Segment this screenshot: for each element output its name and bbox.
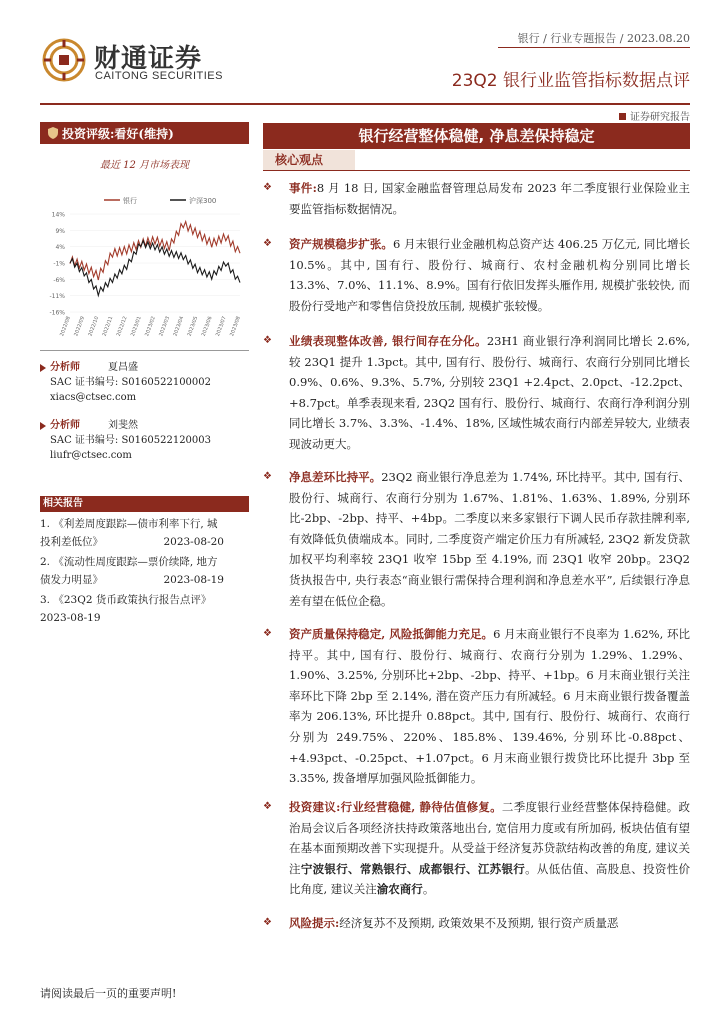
paragraph-body-cont: 。从低估值、高股息、投资性价比角度, 建议关注 bbox=[289, 861, 691, 897]
x-tick-label: 2023/07 bbox=[214, 315, 228, 338]
analyst-email[interactable]: liufr@ctsec.com bbox=[50, 450, 132, 461]
related-report-date: 2023-08-19 bbox=[40, 612, 101, 624]
y-tick-label: 4% bbox=[55, 244, 65, 252]
square-icon bbox=[619, 113, 626, 120]
legend-label-hs300: 沪深300 bbox=[189, 197, 217, 205]
paragraph-body: 6 月末银行业金融机构总资产达 406.25 万亿元, 同比增长 10.5%。其中, 国有行、股份行、城商行、农村金融机构分别同比增长 13.3%、7.0%、11.1%、8.9%。国有行依旧发挥头雁作用, 规模扩张较快, 而股份行受地产和零售信贷投放压制, 规模扩张较慢。 bbox=[289, 237, 690, 313]
footer-disclaimer-note: 请阅读最后一页的重要声明! bbox=[40, 987, 177, 1000]
y-tick-label: -1% bbox=[53, 260, 65, 268]
y-axis bbox=[49, 212, 65, 317]
paragraph-lead: 风险提示: bbox=[289, 916, 340, 930]
paragraph-body: 23Q2 商业银行净息差为 1.74%, 环比持平。其中, 国有行、股份行、城商行、农商行分别为 1.67%、1.81%、1.63%、1.89%, 分别环比-2bp、-2bp、持平、+4bp。二季度以来多家银行下调人民币存款挂牌利率, 有效降低负债端成本。同时, 二季度资产端定价压力有所减轻, 23Q2 新发贷款加权平均利率较 23Q1 收窄 15bp 至 4.19%, 而 23Q1 收窄 20bp。23Q2 货执报告中, 央行表态“商业银行需保持合理利润和净息差水平”, 后续银行净息差有望在低位企稳。 bbox=[289, 470, 691, 608]
x-tick-label: 2023/05 bbox=[186, 315, 200, 338]
chart-legend bbox=[104, 196, 216, 205]
paragraph-body-end: 。 bbox=[422, 882, 435, 897]
report-title: 23Q2 银行业监管指标数据点评 bbox=[451, 71, 690, 91]
paragraph-asset-quality bbox=[263, 624, 690, 789]
related-report-date: 2023-08-20 bbox=[163, 536, 224, 548]
x-axis bbox=[59, 316, 242, 338]
report-kind bbox=[619, 108, 690, 123]
performance-chart bbox=[40, 186, 249, 338]
paragraph-asset-scale bbox=[263, 234, 690, 316]
rating-text: 投资评级:看好(维持) bbox=[62, 126, 174, 141]
report-kind-label: 证券研究报告 bbox=[630, 112, 690, 123]
company-name-cn: 财通证券 bbox=[94, 44, 203, 74]
related-report-title: 1. 《利差周度跟踪—债市利率下行, 城 bbox=[40, 518, 218, 530]
rating-box bbox=[40, 122, 249, 144]
header-meta: 银行 / 行业专题报告 / 2023.08.20 bbox=[517, 32, 690, 45]
paragraph-body: 23H1 商业银行净利润同比增长 2.6%, 较 23Q1 提升 1.3pct。其中, 国有行、股份行、城商行、农商行分别同比增长 0.9%、0.6%、9.3%、5.7%, 分别较 23Q1 +2.4pct、2.0pct、-12.2pct、+8.7pct。单季表现来看, 23Q2 国有行、股份行、城商行、农商行净利润分别同比增长 3.7%、3.3%、-1.4%、18%, 区域性城农商行内部差异较大, 业绩表现波动更大。 bbox=[289, 334, 690, 451]
related-report-item[interactable] bbox=[40, 591, 252, 627]
recommended-stock: 渝农商行 bbox=[376, 882, 423, 897]
x-tick-label: 2022/12 bbox=[115, 315, 129, 338]
recommended-stocks: 宁波银行、常熟银行、成都银行、江苏银行 bbox=[300, 861, 526, 876]
paragraph-investment-advice bbox=[263, 797, 690, 900]
analyst-email[interactable]: xiacs@ctsec.com bbox=[50, 392, 137, 403]
related-reports-list bbox=[40, 515, 252, 629]
related-report-title-cont: 投利差低位》 bbox=[40, 536, 103, 548]
x-tick-label: 2023/08 bbox=[229, 315, 242, 338]
analyst-cert: SAC 证书编号: S0160522120003 bbox=[50, 435, 212, 446]
analyst-cert: SAC 证书编号: S0160522100002 bbox=[50, 377, 212, 388]
diamond-bullet-icon: ❖ bbox=[263, 238, 272, 249]
analyst-card bbox=[50, 418, 211, 463]
core-views-rule bbox=[263, 170, 690, 171]
paragraph-body: 经济复苏不及预期, 政策效果不及预期, 银行资产质量恶 bbox=[339, 916, 619, 930]
x-tick-label: 2023/02 bbox=[144, 315, 157, 338]
triangle-icon bbox=[40, 364, 46, 372]
paragraph-body: 8 月 18 日, 国家金融监督管理总局发布 2023 年二季度银行业保险业主要监管指标数据情况。 bbox=[289, 181, 690, 216]
analyst-role: 分析师 bbox=[50, 420, 80, 431]
paragraph-lead: 事件: bbox=[289, 181, 317, 195]
gridlines bbox=[70, 214, 240, 312]
paragraph-body: 二季度银行业经营整体保持稳健。政治局会议后各项经济扶持政策落地出台, 宽信用力度或有所加码, 板块估值有望在基本面预期改善下实现提升。从受益于经济复苏贷款结构改善的角度, 建议关注 bbox=[289, 800, 690, 876]
x-tick-label: 2022/10 bbox=[87, 315, 101, 338]
diamond-bullet-icon: ❖ bbox=[263, 182, 272, 193]
paragraph-earnings bbox=[263, 331, 690, 455]
core-views-tab: 核心观点 bbox=[263, 150, 355, 170]
paragraph-risk bbox=[263, 913, 690, 934]
paragraph-nim bbox=[263, 467, 690, 611]
related-report-title-cont: 债发力明显》 bbox=[40, 574, 103, 586]
header-rule bbox=[498, 47, 690, 48]
paragraph-event bbox=[263, 178, 690, 219]
title-divider bbox=[40, 103, 690, 105]
y-tick-label: 9% bbox=[55, 227, 65, 235]
chart-divider bbox=[40, 350, 249, 351]
x-tick-label: 2023/04 bbox=[172, 315, 186, 338]
related-report-item[interactable] bbox=[40, 515, 252, 551]
triangle-icon bbox=[40, 422, 46, 430]
x-tick-label: 2023/03 bbox=[158, 315, 172, 338]
related-report-item[interactable] bbox=[40, 553, 252, 589]
x-tick-label: 2022/09 bbox=[73, 315, 87, 338]
paragraph-lead: 投资建议:行业经营稳健, 静待估值修复。 bbox=[289, 800, 502, 814]
x-tick-label: 2023/01 bbox=[129, 315, 143, 338]
analyst-role: 分析师 bbox=[50, 362, 80, 373]
legend-label-bank: 银行 bbox=[123, 197, 137, 205]
paragraph-lead: 资产规模稳步扩张。 bbox=[289, 237, 393, 251]
series-layer bbox=[70, 222, 240, 296]
diamond-bullet-icon: ❖ bbox=[263, 628, 272, 639]
series-line-hs300 bbox=[70, 241, 240, 296]
logo-icon bbox=[42, 38, 86, 82]
paragraph-lead: 净息差环比持平。 bbox=[289, 470, 382, 484]
x-tick-label: 2022/08 bbox=[59, 315, 72, 338]
x-tick-label: 2022/11 bbox=[101, 315, 115, 338]
related-report-date: 2023-08-19 bbox=[163, 574, 224, 586]
company-name-en: CAITONG SECURITIES bbox=[95, 70, 223, 82]
related-report-title: 2. 《流动性周度跟踪—票价续降, 地方 bbox=[40, 556, 218, 568]
paragraph-lead: 资产质量保持稳定, 风险抵御能力充足。 bbox=[289, 627, 494, 641]
y-tick-label: -6% bbox=[53, 276, 65, 284]
x-tick-label: 2023/06 bbox=[200, 315, 214, 338]
analyst-card bbox=[50, 360, 211, 405]
headline: 银行经营整体稳健, 净息差保持稳定 bbox=[263, 123, 690, 149]
diamond-bullet-icon: ❖ bbox=[263, 335, 272, 346]
diamond-bullet-icon: ❖ bbox=[263, 917, 272, 928]
paragraph-lead: 业绩表现整体改善, 银行间存在分化。 bbox=[289, 334, 487, 348]
market-performance-title: 最近 12 月市场表现 bbox=[99, 160, 190, 171]
related-reports-heading: 相关报告 bbox=[40, 496, 249, 512]
y-tick-label: 14% bbox=[51, 211, 65, 219]
analyst-name: 夏昌盛 bbox=[108, 362, 138, 373]
related-report-title: 3. 《23Q2 货币政策执行报告点评》 bbox=[40, 594, 212, 606]
analyst-name: 刘斐然 bbox=[108, 420, 138, 431]
y-tick-label: -16% bbox=[49, 309, 65, 317]
diamond-bullet-icon: ❖ bbox=[263, 471, 272, 482]
shield-icon bbox=[48, 127, 58, 139]
diamond-bullet-icon: ❖ bbox=[263, 801, 272, 812]
paragraph-body: 6 月末商业银行不良率为 1.62%, 环比持平。其中, 国有行、股份行、城商行、农商行分别为 1.29%、1.29%、1.90%、3.25%, 分别环比+2bp、-2bp、持平、+1bp。6 月末商业银行关注率环比下降 2bp 至 2.14%, 潜在资产压力有所减轻。6 月末商业银行拨备覆盖率为 206.13%, 环比提升 0.88pct。其中, 国有行、股份行、城商行、农商行分别为 249.75%、220%、185.8%、139.46%, 分别环比-0.88pct、+4.93pct、-0.25pct、+1.07pct。6 月末商业银行拨贷比环比提升 3bp 至 3.35%, 拨备增厚加强风险抵御能力。 bbox=[289, 627, 690, 786]
y-tick-label: -11% bbox=[49, 293, 65, 301]
